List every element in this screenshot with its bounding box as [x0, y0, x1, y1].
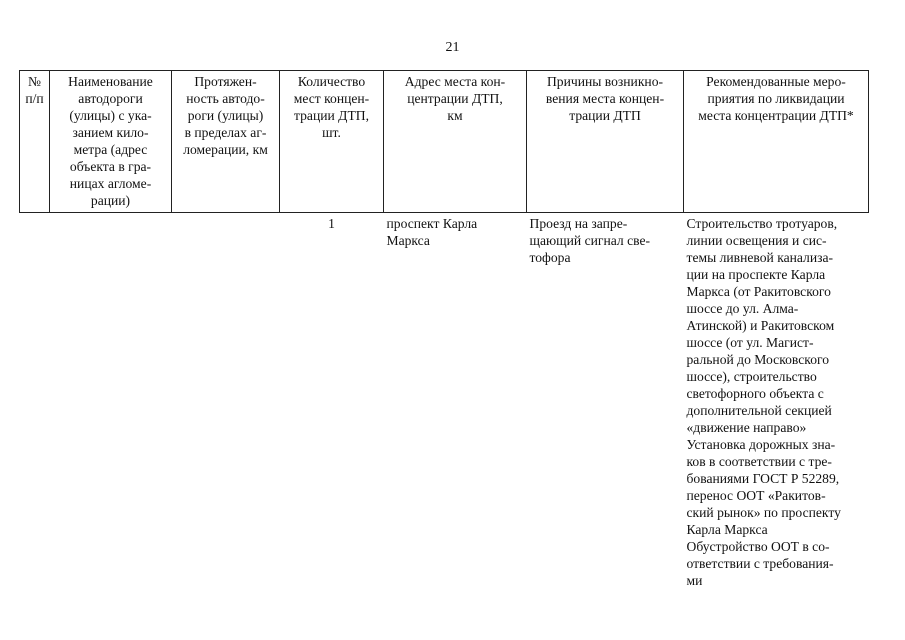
- cell-road-name: [50, 213, 172, 592]
- cell-number: [20, 213, 50, 592]
- header-cause: Причины возникно- вения места концен- трации ДТП: [527, 71, 684, 213]
- accident-concentration-table: [19, 70, 869, 591]
- cell-count: 1: [328, 216, 335, 231]
- header-count: Количество мест концен- трации ДТП, шт.: [280, 71, 384, 213]
- cell-length: [172, 213, 280, 592]
- table-row: [20, 213, 869, 592]
- header-address: Адрес места кон- центрации ДТП, км: [384, 71, 527, 213]
- page-number: 21: [445, 40, 460, 55]
- cell-cause: Проезд на запре- щающий сигнал све- тофора: [529, 216, 650, 265]
- header-length: Протяжен- ность автодо- роги (улицы) в пределах аг- ломерации, км: [172, 71, 280, 213]
- cell-address: проспект Карла Маркса: [386, 216, 478, 248]
- header-number: № п/п: [20, 71, 50, 213]
- header-road-name: Наименование автодороги (улицы) с ука- занием кило- метра (адрес объекта в гра- ницах агломе- рации): [50, 71, 172, 213]
- header-measures: Рекомендованные меро- приятия по ликвидации места концентрации ДТП*: [684, 71, 869, 213]
- cell-measures: Строительство тротуаров, линии освещения и сис- темы ливневой канализа- ции на проспекте Карла Маркса (от Ракитовского шоссе до ул. Алма- Атинской) и Ракитовском шоссе (от ул. Магист- ральной до Московского шоссе), строительство светофорного объекта с дополнительной секцией «движение направо» Установка дорожных зна- ков в соответствии с тре- бованиями ГОСТ Р 52289, перенос ООТ «Ракитов- ский рынок» по проспекту Карла Маркса Обустройство ООТ в со- ответствии с требования- ми: [686, 216, 841, 588]
- table-header-row: [20, 71, 869, 213]
